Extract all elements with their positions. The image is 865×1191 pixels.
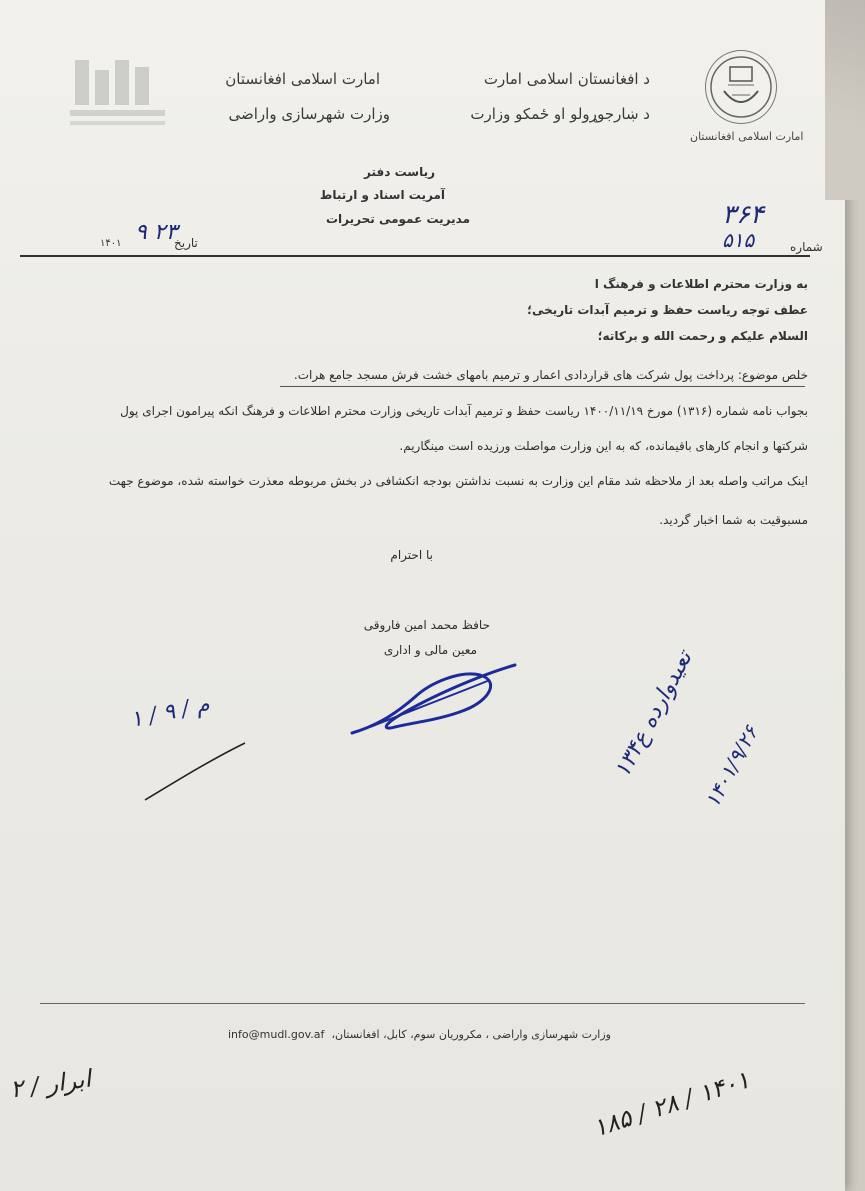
footer-email: info@mudl.gov.af xyxy=(228,1028,325,1041)
subject-line: خلص موضوع: پرداخت پول شرکت های قراردادی اعمار و ترمیم بامهای خشت فرش مسجد جامع هرات. xyxy=(293,368,808,382)
header-pashto-line2: د ښارجوړولو او ځمکو وزارت xyxy=(470,105,650,123)
closing: با احترام xyxy=(390,548,433,562)
footer-address: وزارت شهرسازی واراضی ، مکروریان سوم، کابل، افغانستان، xyxy=(331,1028,611,1041)
body-para2-line2: مسبوقیت به شما اخبار گردید. xyxy=(659,513,808,527)
page-fold xyxy=(825,0,865,200)
number-value-top: ۳۶۴ xyxy=(722,200,764,230)
body-para1-line2: شرکتها و انجام کارهای باقیمانده، که به این وزارت مواصلت ورزیده است مینگاریم. xyxy=(399,439,808,453)
handwritten-note-right-1: تعیدوارده ع‌۱۳۴ xyxy=(610,647,698,782)
recipient-line1: به وزارت محترم اطلاعات و فرهنگ ا xyxy=(594,277,808,291)
date-value: ۹ ۲۳ xyxy=(135,220,178,245)
body-para1-line1: بجواب نامه شماره (۱۳۱۶) مورخ ۱۴۰۰/۱۱/۱۹ ریاست حفظ و ترمیم آبدات تاریخی وزارت محترم اطلاعات و فرهنگ انکه پیرامون اجرای پول xyxy=(120,404,808,418)
handwritten-note-right-2: ۱۴۰۱/۹/۲۶ xyxy=(700,721,763,812)
recipient-line2: عطف توجه ریاست حفظ و ترمیم آبدات تاریخی؛ xyxy=(527,303,808,317)
handwritten-note-bottom-left: ابرار / ۲ xyxy=(8,1064,93,1104)
handwritten-note-bottom-right: ۱۸۵ / ۲۸ / ۱۴۰۱ xyxy=(589,1065,754,1143)
greeting: السلام علیکم و رحمت الله و برکاته؛ xyxy=(597,329,808,343)
office-line1: ریاست دفتر xyxy=(364,165,435,179)
signature-icon xyxy=(340,655,530,745)
header-pashto-line1: د افغانستان اسلامی امارت xyxy=(483,70,650,88)
body-para2-line1: اینک مراتب واصله بعد از ملاحظه شد مقام این وزارت به نسبت نداشتن بودجه انکشافی در بخش مربوطه معذرت خواسته شده، موضوع جهت xyxy=(108,474,808,488)
subject-underline xyxy=(280,386,805,387)
number-label: شماره xyxy=(790,240,823,254)
footer-divider xyxy=(40,1003,805,1004)
ministry-logo-icon xyxy=(65,55,175,135)
date-label: تاریخ xyxy=(174,236,198,250)
emirate-emblem-icon xyxy=(705,50,777,124)
office-line3: مدیریت عمومی تحریرات xyxy=(326,212,470,226)
header-divider xyxy=(20,255,810,257)
signatory-title: معین مالی و اداری xyxy=(383,643,477,657)
underline-stroke-icon xyxy=(140,735,250,805)
signatory-name: حافظ محمد امین فاروقی xyxy=(363,618,490,632)
number-value-bottom: ۵۱۵ xyxy=(722,228,755,252)
header-dari-line1: امارت اسلامی افغانستان xyxy=(225,70,380,88)
emblem-caption: امارت اسلامی افغانستان xyxy=(690,130,804,143)
header-dari-line2: وزارت شهرسازی واراضی xyxy=(228,105,390,123)
handwritten-note-left: ۱ / ۹ / م xyxy=(128,691,212,734)
date-year: ۱۴۰۱ xyxy=(100,238,122,249)
office-line2: آمریت اسناد و ارتباط xyxy=(319,188,445,202)
